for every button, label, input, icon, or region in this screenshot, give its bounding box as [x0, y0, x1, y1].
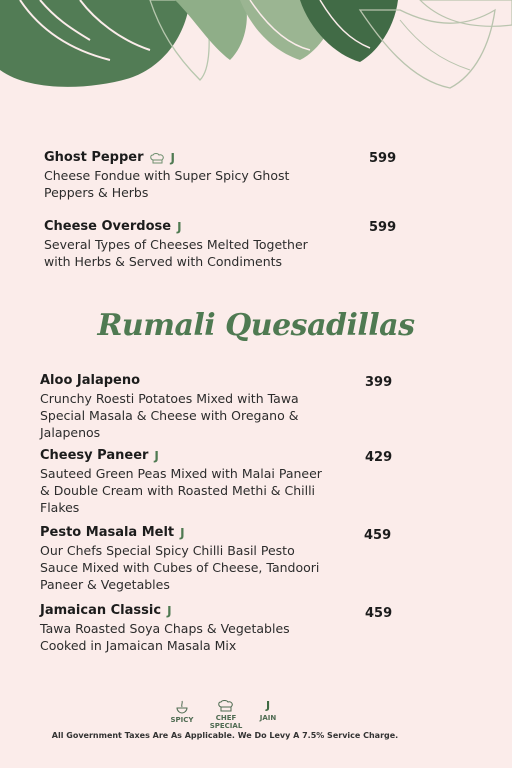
desc-line: Several Types of Cheeses Melted Together: [44, 237, 308, 252]
jain-icon: J: [167, 604, 172, 618]
menu-item: [40, 525, 360, 593]
jain-icon: J: [180, 526, 185, 540]
legend-spicy: [166, 700, 198, 724]
item-name-row: [40, 448, 360, 464]
item-name-row: [40, 373, 360, 389]
legend-chef-special: [200, 700, 252, 730]
desc-line: Crunchy Roesti Potatoes Mixed with Tawa: [40, 391, 299, 406]
footer-note: All Government Taxes Are As Applicable. We Do Levy A 7.5% Service Charge.: [51, 731, 399, 740]
menu-item: [44, 219, 364, 270]
desc-line: Paneer & Vegetables: [40, 577, 170, 592]
item-description: [40, 542, 360, 593]
item-price: 459: [365, 606, 393, 621]
menu-item: [44, 150, 364, 201]
item-name: Pesto Masala Melt: [40, 525, 175, 540]
desc-line: Peppers & Herbs: [44, 185, 149, 200]
item-description: [40, 620, 360, 654]
menu-item: [40, 603, 360, 654]
item-name-row: [40, 525, 360, 541]
item-price: 599: [369, 151, 397, 166]
desc-line: with Herbs & Served with Condiments: [44, 254, 283, 269]
jain-icon: J: [154, 449, 159, 463]
desc-line: Special Masala & Cheese with Oregano &: [40, 408, 299, 423]
item-description: [40, 465, 360, 516]
item-description: [44, 236, 364, 270]
item-name: Cheesy Paneer: [40, 448, 149, 463]
item-name-row: [44, 219, 364, 235]
item-name-row: [40, 603, 360, 619]
chilli-bowl-icon: [175, 700, 189, 714]
desc-line: Cheese Fondue with Super Spicy Ghost: [44, 168, 290, 183]
item-name: Jamaican Classic: [40, 603, 162, 618]
legend-label: CHEF SPECIAL: [209, 714, 243, 730]
item-name: Ghost Pepper: [44, 150, 144, 165]
monstera-leaves-decoration: [0, 0, 512, 95]
chef-hat-icon: [218, 700, 234, 712]
desc-line: Cooked in Jamaican Masala Mix: [40, 638, 237, 653]
desc-line: Sauce Mixed with Cubes of Cheese, Tandoori: [40, 560, 320, 575]
section-title: Rumali Quesadillas: [97, 308, 415, 343]
chef-hat-icon: [150, 153, 165, 164]
jain-icon: J: [170, 151, 175, 165]
item-name: Aloo Jalapeno: [40, 373, 141, 388]
item-price: 599: [369, 220, 397, 235]
desc-line: Our Chefs Special Spicy Chilli Basil Pesto: [40, 543, 295, 558]
item-description: [44, 167, 364, 201]
jain-icon: J: [177, 220, 182, 234]
desc-line: Jalapenos: [40, 425, 101, 440]
desc-line: Flakes: [40, 500, 80, 515]
desc-line: & Double Cream with Roasted Methi & Chilli: [40, 483, 316, 498]
desc-line: Sauteed Green Peas Mixed with Malai Paneer: [40, 466, 322, 481]
legend-jain: [256, 700, 280, 722]
menu-item: [40, 373, 360, 441]
legend-label: JAIN: [259, 714, 277, 722]
item-name: Cheese Overdose: [44, 219, 172, 234]
item-name-row: [44, 150, 364, 166]
item-price: 459: [364, 528, 392, 543]
menu-item: [40, 448, 360, 516]
legend-label: SPICY: [170, 716, 194, 724]
jain-icon: J: [265, 699, 271, 712]
desc-line: Tawa Roasted Soya Chaps & Vegetables: [40, 621, 290, 636]
item-description: [40, 390, 360, 441]
item-price: 399: [365, 375, 393, 390]
item-price: 429: [365, 450, 393, 465]
